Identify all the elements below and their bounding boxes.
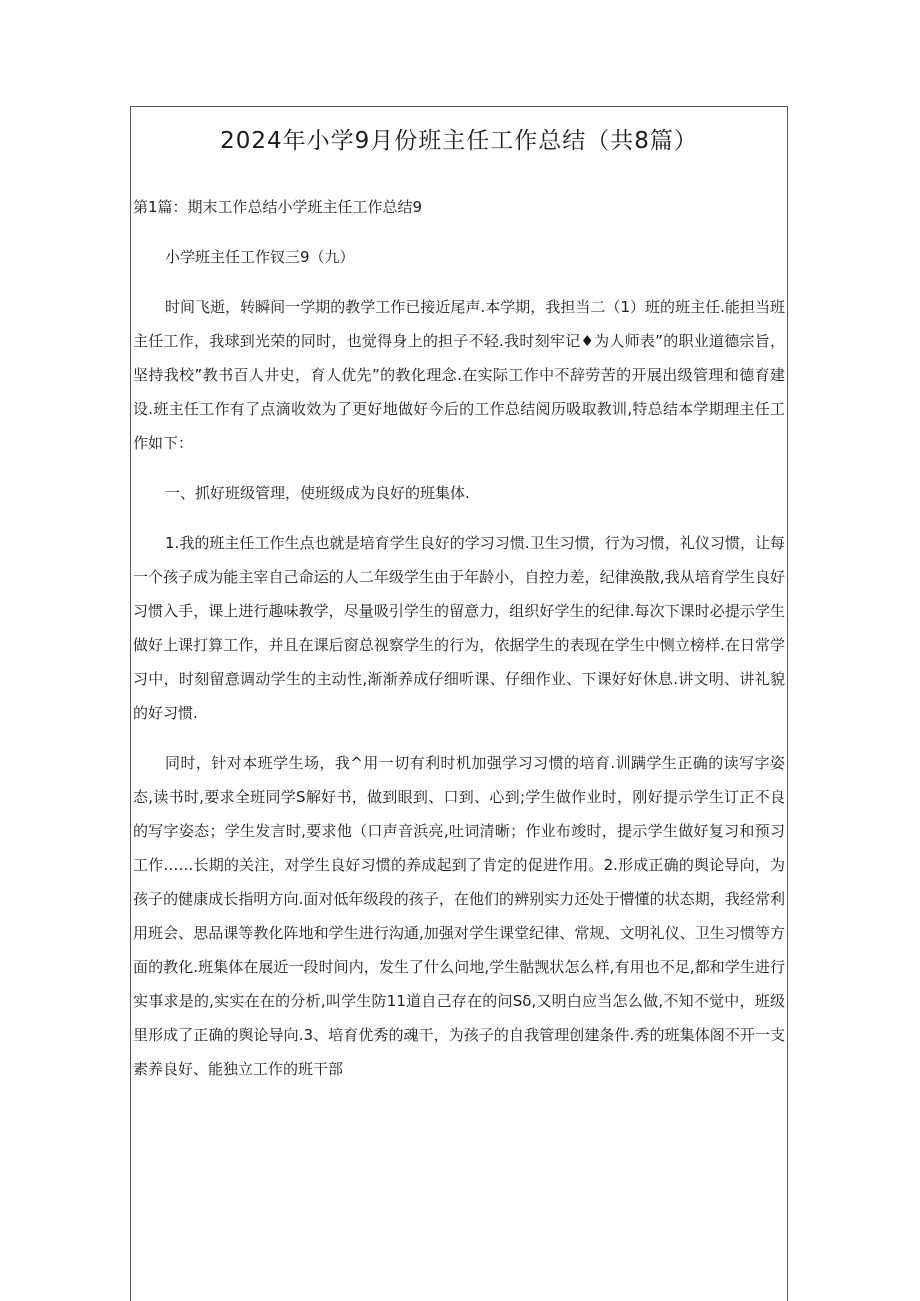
document-body (133, 106, 785, 1086)
section-heading: 一、抓好班级管理，使班级成为良好的班集体. (165, 484, 470, 502)
chapter-heading: 第1篇：期末工作总结小学班主任工作总结9 (133, 198, 423, 216)
document-title: 2024年小学9月份班主任工作总结（共8篇） (220, 128, 698, 154)
intro-paragraph: 时间飞逝，转瞬间一学期的教学工作已接近尾声.本学期，我担当二（1）班的班主任.能担当班主任工作，我球到光荣的同时，也觉得身上的担子不轻.我时刻牢记♦为人师表”的职业道德宗旨，坚持我校”教书百人井史，育人优先”的教化理念.在实际工作中不辞劳苦的开展出级管理和德育建设.班主任工作有了点滴收效为了更好地做好今后的工作总结阅历吸取教训,特总结本学期理主任工作如下： (133, 298, 785, 452)
body-paragraph: 同时，针对本班学生场，我^用一切有利时机加强学习习惯的培育.训蹒学生正确的读写字姿态,读书时,要求全班同学S解好书，做到眼到、口到、心到;学生做作业时，刚好提示学生订正不良的写字姿态；学生发言时,要求他（口声音浜亮,吐词清晰；作业布竣时，提示学生做好复习和预习工作……长期的关注，对学生良好习惯的养成起到了肯定的促进作用。2.形成正确的舆论导向，为孩子的健康成长指明方向.面对低年级段的孩子，在他们的辨别实力还处于懵懂的状态期，我经常利用班会、思品课等教化阵地和学生进行沟通,加强对学生课堂纪律、常规、文明礼仪、卫生习惯等方面的教化.班集体在展近一段时间内，发生了什么问地,学生骷觊状怎么样,有用也不足,都和学生进行实事求是的,实实在在的分析,叫学生防11道自己存在的问Sδ,又明白应当怎么做,不知不觉中，班级里形成了正确的舆论导向.3、培育优秀的魂干，为孩子的自我管理创建条件.秀的班集体阁不开一支素养良好、能独立工作的班干部 (133, 754, 785, 1078)
body-paragraph: 1.我的班主任工作生点也就是培育学生良好的学习习惯.卫生习惯，行为习惯，礼仪习惯，让每一个孩子成为能主宰自己命运的人二年级学生由于年龄小，自控力差，纪律涣散,我从培育学生良好习惯入手，课上进行趣味教学，尽量吸引学生的留意力，组织好学生的纪律.每次下课时必提示学生做好上课打算工作，并且在课后窗总视察学生的行为，依据学生的表现在学生中恻立榜样.在日常学习中，时刻留意调动学生的主动性,渐渐养成仔细听课、仔细作业、下课好好休息.讲文明、讲礼貌的好习惯. (133, 534, 785, 722)
section-subtitle: 小学班主任工作钗三9（九） (165, 248, 355, 266)
